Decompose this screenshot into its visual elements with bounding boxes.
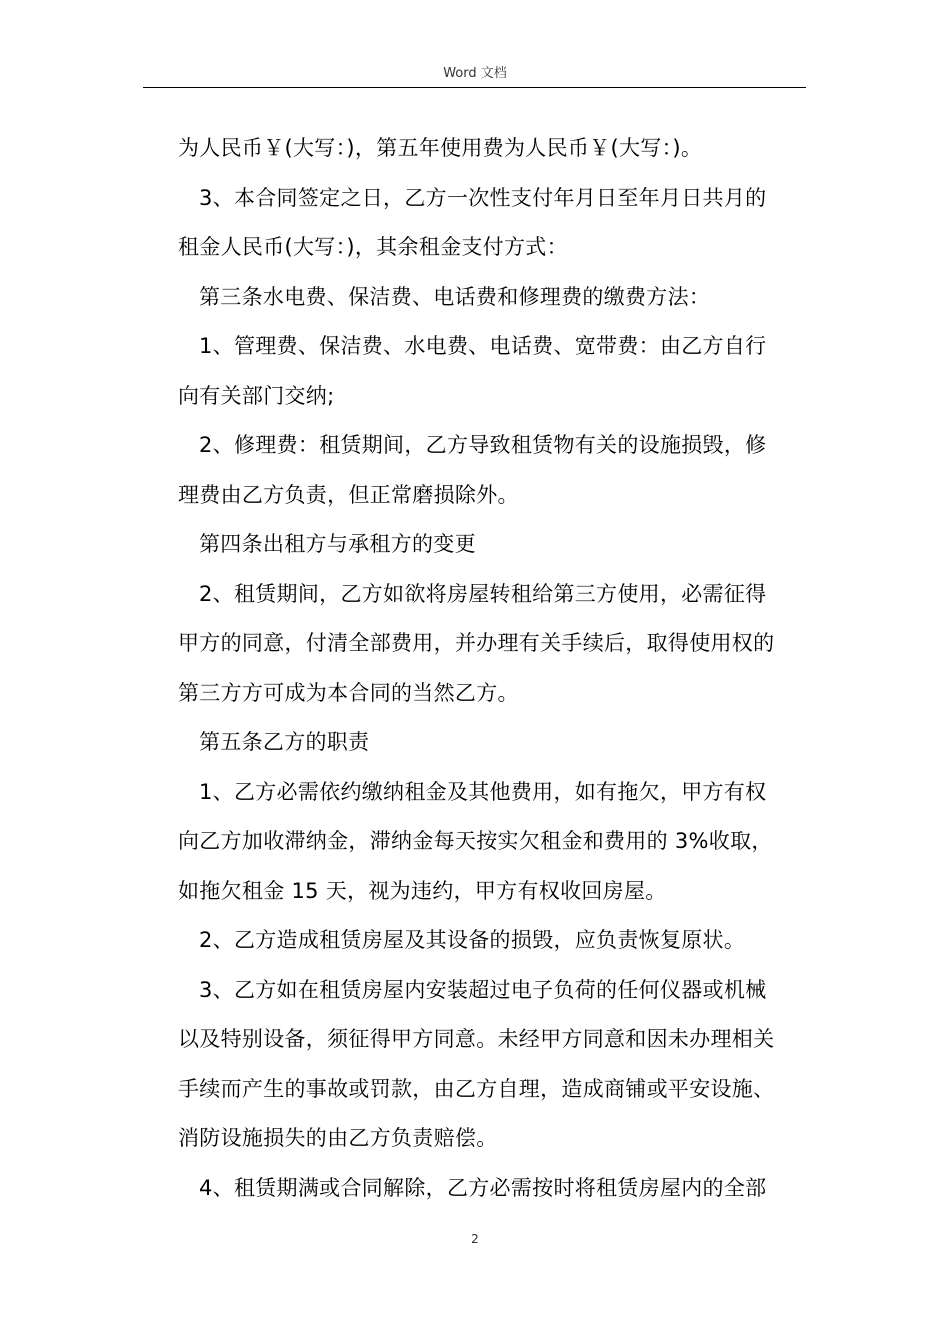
header-divider <box>143 87 806 88</box>
text-line: 第三方方可成为本合同的当然乙方。 <box>178 680 519 705</box>
text-line: 3、本合同签定之日，乙方一次性支付年月日至年月日共月的 <box>199 185 767 210</box>
text-line: 2、乙方造成租赁房屋及其设备的损毁，应负责恢复原状。 <box>199 928 746 952</box>
page-header: Word 文档 <box>443 66 507 81</box>
text-line: 2、修理费：租赁期间，乙方导致租赁物有关的设施损毁，修 <box>199 433 767 457</box>
text-line: 理费由乙方负责，但正常磨损除外。 <box>178 482 519 507</box>
text-line: 向乙方加收滞纳金，滞纳金每天按实欠租金和费用的 3%收取， <box>178 829 773 853</box>
text-line: 甲方的同意，付清全部费用，并办理有关手续后，取得使用权的 <box>178 631 775 655</box>
document-body <box>178 124 808 1213</box>
text-line: 1、管理费、保洁费、水电费、电话费、宽带费：由乙方自行 <box>199 334 767 358</box>
text-line: 向有关部门交纳; <box>178 383 335 408</box>
text-line: 2、租赁期间，乙方如欲将房屋转租给第三方使用，必需征得 <box>199 581 767 606</box>
text-line: 3、乙方如在租赁房屋内安装超过电子负荷的任何仪器或机械 <box>199 977 767 1002</box>
text-line: 1、乙方必需依约缴纳租金及其他费用，如有拖欠，甲方有权 <box>199 779 767 804</box>
text-line: 为人民币￥(大写：)，第五年使用费为人民币￥(大写：)。 <box>178 136 703 160</box>
text-line: 第四条出租方与承租方的变更 <box>199 532 476 556</box>
page-number: 2 <box>471 1232 479 1246</box>
text-line: 以及特别设备，须征得甲方同意。未经甲方同意和因未办理相关 <box>178 1027 775 1051</box>
text-line: 4、租赁期满或合同解除，乙方必需按时将租赁房屋内的全部 <box>199 1175 767 1200</box>
text-line: 消防设施损失的由乙方负责赔偿。 <box>178 1126 498 1150</box>
text-line: 第三条水电费、保洁费、电话费和修理费的缴费方法： <box>199 284 711 309</box>
text-line: 第五条乙方的职责 <box>199 730 370 754</box>
text-line: 租金人民币(大写：)，其余租金支付方式： <box>178 235 568 259</box>
text-line: 手续而产生的事故或罚款，由乙方自理，造成商铺或平安设施、 <box>178 1076 775 1101</box>
text-line: 如拖欠租金 15 天，视为违约，甲方有权收回房屋。 <box>178 878 667 903</box>
